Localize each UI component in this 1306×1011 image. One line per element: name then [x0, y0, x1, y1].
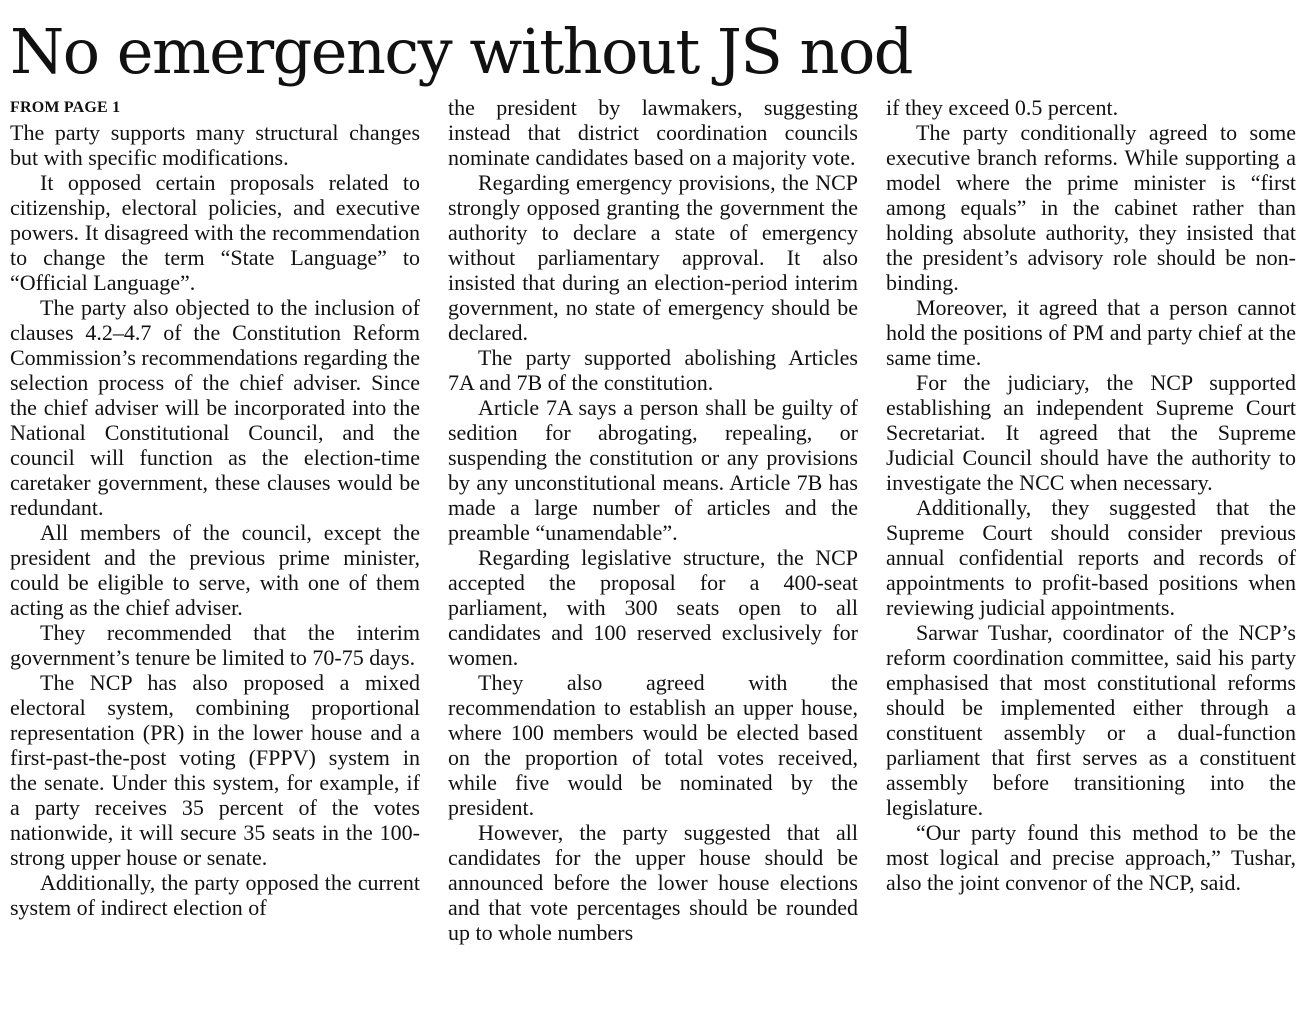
paragraph: Additionally, they suggested that the Supreme Court should consider previous annual confidential reports and records of appointments to profit-based positions when reviewing judicial appointments.: [886, 495, 1296, 620]
paragraph: The party supported abolishing Articles 7A and 7B of the constitution.: [448, 345, 858, 395]
paragraph: Regarding legislative structure, the NCP accepted the proposal for a 400-seat parliament, with 300 seats open to all candidates and 100 reserved exclusively for women.: [448, 545, 858, 670]
paragraph: All members of the council, except the president and the previous prime minister, could be eligible to serve, with one of them acting as the chief adviser.: [10, 520, 420, 620]
paragraph: Moreover, it agreed that a person cannot hold the positions of PM and party chief at the same time.: [886, 295, 1296, 370]
paragraph: However, the party suggested that all candidates for the upper house should be announced before the lower house elections and that vote percentages should be rounded up to whole numbers: [448, 820, 858, 945]
paragraph-continued: the president by lawmakers, suggesting instead that district coordination councils nominate candidates based on a majority vote.: [448, 95, 858, 170]
paragraph: The NCP has also proposed a mixed electoral system, combining proportional representation (PR) in the lower house and a first-past-the-post voting (FPPV) system in the senate. Under this system, for example, if a party receives 35 percent of the votes nationwide, it will secure 35 seats in the 100-strong upper house or senate.: [10, 670, 420, 870]
paragraph: Sarwar Tushar, coordinator of the NCP’s reform coordination committee, said his party emphasised that most constitutional reforms should be implemented either through a constituent assembly or a dual-function parliament that first serves as a constituent assembly before transitioning into the legislature.: [886, 620, 1296, 820]
paragraph: “Our party found this method to be the most logical and precise approach,” Tushar, also the joint convenor of the NCP, said.: [886, 820, 1296, 895]
paragraph: Regarding emergency provisions, the NCP strongly opposed granting the government the authority to declare a state of emergency without parliamentary approval. It also insisted that during an election-period interim government, no state of emergency should be declared.: [448, 170, 858, 345]
article-column-2: [448, 95, 858, 1000]
paragraph: It opposed certain proposals related to citizenship, electoral policies, and executive powers. It disagreed with the recommendation to change the term “State Language” to “Official Language”.: [10, 170, 420, 295]
paragraph: The party supports many structural changes but with specific modifications.: [10, 120, 420, 170]
paragraph: They recommended that the interim government’s tenure be limited to 70-75 days.: [10, 620, 420, 670]
paragraph: Article 7A says a person shall be guilty of sedition for abrogating, repealing, or suspending the constitution or any provisions by any unconstitutional means. Article 7B has made a large number of articles and the preamble “unamendable”.: [448, 395, 858, 545]
paragraph: They also agreed with the recommendation to establish an upper house, where 100 members would be elected based on the proportion of total votes received, while five would be nominated by the president.: [448, 670, 858, 820]
headline: No emergency without JS nod: [10, 15, 912, 88]
paragraph: Additionally, the party opposed the current system of indirect election of: [10, 870, 420, 920]
paragraph: For the judiciary, the NCP supported establishing an independent Supreme Court Secretariat. It agreed that the Supreme Judicial Council should have the authority to investigate the NCC when necessary.: [886, 370, 1296, 495]
article-column-3: [886, 95, 1296, 1000]
paragraph: The party conditionally agreed to some executive branch reforms. While supporting a model where the prime minister is “first among equals” in the cabinet rather than holding absolute authority, they insisted that the president’s advisory role should be non-binding.: [886, 120, 1296, 295]
paragraph: The party also objected to the inclusion of clauses 4.2–4.7 of the Constitution Reform Commission’s recommendations regarding the selection process of the chief adviser. Since the chief adviser will be incorporated into the National Constitutional Council, and the council will function as the election-time caretaker government, these clauses would be redundant.: [10, 295, 420, 520]
kicker-from-page: FROM PAGE 1: [10, 99, 121, 116]
article-column-1: [10, 95, 420, 1000]
paragraph-continued: if they exceed 0.5 percent.: [886, 95, 1119, 120]
